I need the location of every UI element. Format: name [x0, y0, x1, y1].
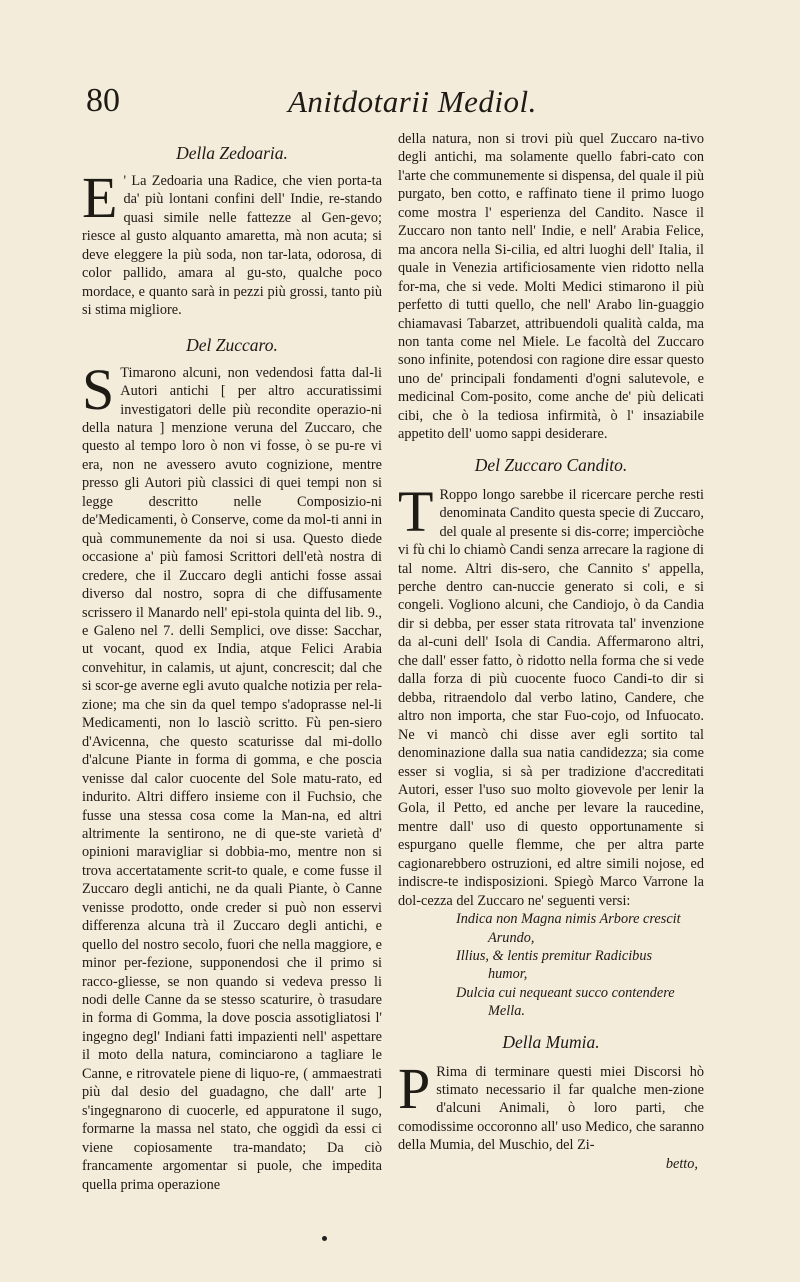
paragraph-mumia-text: Rima di terminare questi miei Discorsi hò stimato necessario il far qualche men-zione d'alcuni Animali, ò loro parti, che comodissime occoronno all' uso Medico, che saranno della Mumia, del Muschio, del Zi- — [398, 1063, 704, 1154]
paragraph-zedoaria-text: ' La Zedoaria una Radice, che vien porta-ta da' più lontani confini dell' Indie, re-stando quasi simile nelle fattezze al Gen-gevo; riesce al gusto alquanto amaretta, mà non acuta; si deve eleggere la più soda, non tar-lata, odorosa, di color pallido, amara al gu-sto, qualche poco mordace, e quanto sarà in pezzi più grossi, tanto più si stima migliore. — [82, 173, 382, 319]
verse-varrone — [456, 910, 704, 1020]
running-head: Anitdotarii Mediol. — [288, 84, 537, 119]
paragraph-zuccaro-continued: della natura, non si trovi più quel Zuccaro na-tivo degli antichi, ma solamente quello fabri-cato con l'arte che communemente si dispensa, del quale il più purgato, ben cotto, e raffinato tiene il primo luogo come mostra l' esperienza del Candito. Nasce il Zuccaro non tanto nell' Indie, e nell' Arabia Felice, ma ancora nella Si-cilia, ed altri luoghi dell' Italia, il quale in Venezia artificiosamente vien ridotto nella for-ma, che si vede. Molti Medici stimarono il più perfetto di tutti quello, che nell' Arabo lin-guaggio chiamavasi Tabarzet, attribuendoli qualità calda, ma non tanta come nel Miele. Le facoltà del Zuccaro sono infinite, potendosi con ragione dire essar questo uno de' principali fondamenti d'ogni salutevole, e medicinal Com-posito, come anche de' più delicati cibi, che ò la tediosa infirmità, ò l' insaziabile appetito dell' uomo sappi desiderare. — [398, 131, 704, 443]
section-title-zedoaria: Della Zedoaria. — [176, 143, 288, 163]
page-number: 80 — [86, 82, 120, 119]
dropcap-t: T — [398, 478, 434, 544]
paragraph-candito-text: Roppo longo sarebbe il ricercare perche resti denominata Candito questa specie di Zuccaro, del quale al presente si dis-corre; imperciòche vi fù chi lo chiamò Candi senza arrecare la ragione di tal nome. Altri dis-sero, che Cannito s' appella, perche dentro can-nuccie generato si coli, e si congeli. Vogliono alcuni, che Candiojo, ò da Candia dir si debba, per esser stata ritrovata tal' invenzione da al-cuni dell' Isola di Candia. Affermarono altri, che dall' esser fatto, ò ridotto nella forma che si vede dalla forza di più cuocente fuoco Candi-to dir si debba, ritraendolo dal verbo latino, Candere, che altro non importa, che star Fuo-cojo, od Infuocato. Ne vi mancò chi disse aver egli sortito tal denominazione dalla sua natia candidezza; sia come esser si voglia, si sà per tradizione d'accreditati Autori, esser l'uso suo molto giovevole per lenir la Gola, il Petto, ed anche per levare la raucedine, mentre dall' uso di questo opportunamente si espurgano quelle flemme, che per altra parte cagionarebbero ostruzioni, ed altre simili nojose, ed indiscre-te indisposizioni. Spiegò Marco Varrone la dol-cezza del Zuccaro ne' seguenti versi: — [398, 486, 704, 909]
paragraph-zuccaro — [82, 356, 382, 1194]
verse-line: Indica non Magna nimis Arbore crescit Arundo, — [456, 911, 681, 946]
dropcap-e: E — [82, 165, 118, 230]
dropcap-s: S — [82, 356, 115, 422]
dropcap-p: P — [398, 1055, 431, 1121]
section-title-zuccaro-candito: Del Zuccaro Candito. — [474, 454, 628, 475]
verse-line: Illius, & lentis premitur Radicibus humor, — [456, 947, 653, 983]
section-title-zuccaro: Del Zuccaro. — [186, 334, 278, 355]
catchword: betto, — [665, 1155, 698, 1172]
left-column — [82, 128, 382, 1194]
paragraph-zuccaro-text: Timarono alcuni, non vedendosi fatta dal-li Autori antichi [ per altro accuratissimi investigatori delle più recondite operazio-ni della natura ] menzione veruna del Zuccaro, che questo al tempo loro ò non vi fosse, ò se pu-re vi era, non ne avessero avuto cognizione, mentre presso gli Autori più classici di quei tempi non si legge descritto nelle Composizio-ni de'Medicamenti, ò Conserve, come da mol-ti anni in quà communemente da noi si usa. Questo diede occasione a' più famosi Scrittori dell'età nostra di credere, che il Zuccaro degli antichi fosse assai diverso dal nostro, sopra di che diffusamente scrissero il Manardo nell' epi-stola quinta del lib. 9., e Galeno nel 7. delli Semplici, ove disse: Sacchar, ut vocant, quod ex India, atque Felici Arabia convehitur, in calamis, ut ajunt, concrescit; dal che si scor-ge averne egli avuto qualche notizia per rela-zione; ma che sin da quel tempo s'adoprasse nel-li Medicamenti, non lo lasciò scritto. Fù pen-siero d'Avicenna, che questo scaturisse dal mi-dollo d'alcune Piante in forma di gomma, e che poscia venisse dal calor cuocente del Sole matu-rato, ed indurito. Altri differo insieme con il Fuchsio, che fusse una stessa cosa come la Man-na, ed altri altrimente la sentirono, ne di que-ste varietà d' opinioni maravigliar si dobbia-mo, mentre non si trova accertatamente scrit-to quale, e come fusse il Zuccaro degli antichi, ne da quali Piante, ò Canne venisse prodotto, onde creder si può non esservi differenza alcuna trà il Zuccaro degli antichi, e quello del nostro secolo, fuori che nella maggiore, e minor per-fezione, supponendosi che il primo si racco-gliesse, se non quando si vedeva presso li nodi delle Canne da se stesso scaturire, ò trasudare in forma di Gomma, la dove poscia assotigliatosi l' ingegno degl' Indiani fatti impazienti nell' aspettare il moto della natura, cominciarono a tagliare le Canne, e ritrovatele piene di liquo-re, ( ammaestrati più dal desio del guadagno, che dall' arte ] s'ingegnarono di cuocerle, ed appuratone il sugo, formarne la massa nel stato, che oggidì da essi ci viene copiosamente tra-mandato; Da ciò francamente argomentar si puole, che impedita quella prima operazione — [82, 364, 382, 1193]
ink-dot — [322, 1236, 327, 1241]
section-title-mumia: Della Mumia. — [502, 1031, 600, 1052]
right-column — [398, 130, 704, 1173]
paragraph-mumia — [398, 1055, 704, 1155]
paragraph-zedoaria — [82, 165, 382, 320]
verse-line: Dulcia cui nequeant succo contendere Mella. — [456, 984, 675, 1020]
paragraph-candito — [398, 478, 704, 910]
